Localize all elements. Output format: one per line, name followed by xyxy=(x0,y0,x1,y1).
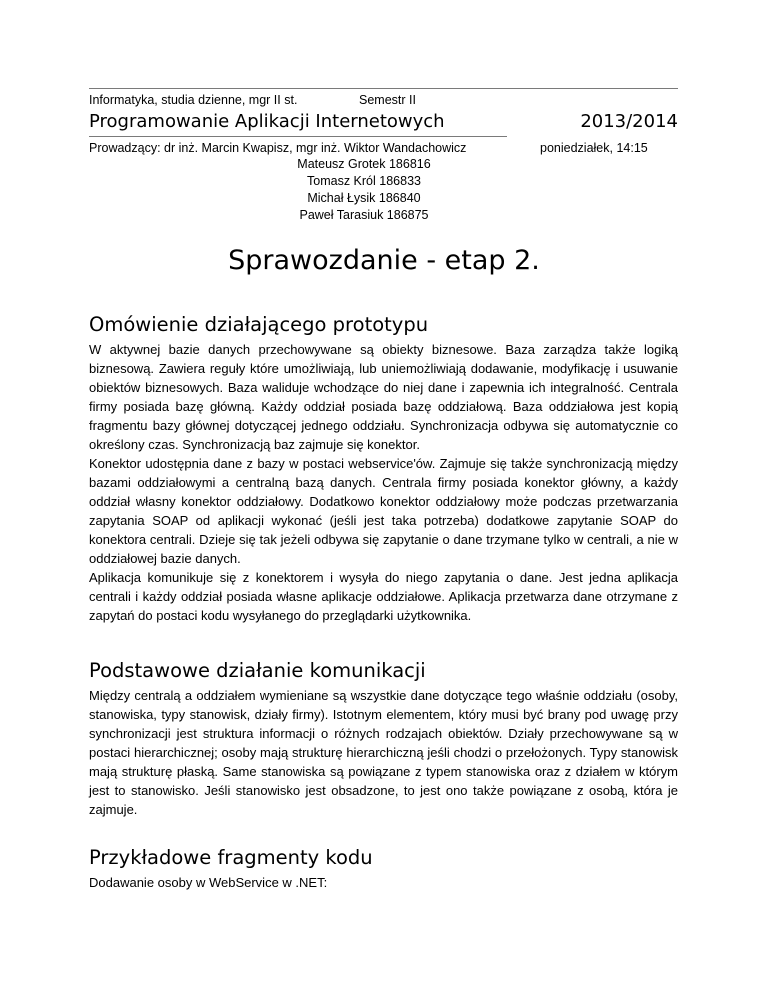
paragraph: Konektor udostępnia dane z bazy w postaci webservice'ów. Zajmuje się także synchronizacją między bazami oddziałowymi a centralną bazą danych. Centrala firmy posiada konektor główny, a każdy oddział własny konektor oddziałowy. Dodatkowo konektor oddziałowy może podczas przetwarzania zapytania SOAP od aplikacji wykonać (jeśli jest taka potrzeba) dodatkowe zapytanie SOAP do konektora centrali. Dzieje się tak jeżeli odbywa się zapytanie o dane trzymane tylko w centrali, a nie w oddziałowej bazie danych. xyxy=(89,456,678,566)
section-heading-communication: Podstawowe działanie komunikacji xyxy=(89,659,426,682)
course-info: Informatyka, studia dzienne, mgr II st. xyxy=(89,93,298,107)
author-line: Paweł Tarasiuk 186875 xyxy=(299,208,429,222)
academic-year: 2013/2014 xyxy=(580,111,678,132)
paragraph: Aplikacja komunikuje się z konektorem i wysyła do niego zapytania o dane. Jest jedna aplikacja centrali i każdy oddział posiada własne aplikacje oddziałowe. Aplikacja przetwarza dane otrzymane z zapytań do postaci kodu wysyłanego do przeglądarki użytkownika. xyxy=(89,570,678,623)
schedule-line: poniedziałek, 14:15 xyxy=(540,141,648,155)
author-line: Tomasz Król 186833 xyxy=(307,174,421,188)
lecturers-line: Prowadzący: dr inż. Marcin Kwapisz, mgr inż. Wiktor Wandachowicz xyxy=(89,141,467,155)
section-heading-code: Przykładowe fragmenty kodu xyxy=(89,846,373,869)
section-body-prototype xyxy=(89,340,678,625)
author-line: Michał Łysik 186840 xyxy=(307,191,421,205)
semester-info: Semestr II xyxy=(359,93,416,107)
author-line: Mateusz Grotek 186816 xyxy=(297,157,431,171)
section-heading-prototype: Omówienie działającego prototypu xyxy=(89,313,429,336)
paragraph: Między centralą a oddziałem wymieniane są wszystkie dane dotyczące tego właśnie oddziału (osoby, stanowiska, typy stanowisk, działy firmy). Istotnym elementem, który musi być brany pod uwagę przy synchronizacji jest struktura informacji o różnych rodzajach obiektów. Działy przechowywane są w postaci hierarchicznej; osoby mają strukturę hierarchiczną jeśli chodzi o przełożonych. Typy stanowisk mają strukturę płaską. Same stanowiska są powiązane z typem stanowiska oraz z działem w którym jest to stanowisko. Jeśli stanowisko jest obsadzone, to jest ono także powiązane z osobą, która je zajmuje. xyxy=(89,688,678,817)
section-body-communication xyxy=(89,686,678,819)
paragraph: Dodawanie osoby w WebService w .NET: xyxy=(89,875,328,890)
top-rule xyxy=(89,88,678,89)
header-rule xyxy=(89,136,507,137)
section-body-code xyxy=(89,873,678,892)
paragraph: W aktywnej bazie danych przechowywane są obiekty biznesowe. Baza zarządza także logiką biznesową. Zawiera reguły które umożliwiają, lub uniemożliwiają dodawanie, modyfikację i usuwanie obiektów biznesowych. Baza waliduje wchodzące do niej dane i zapewnia ich integralność. Centrala firmy posiada bazę główną. Każdy oddział posiada bazę oddziałową. Baza oddziałowa jest kopią fragmentu bazy głównej dotyczącej jednego oddziału. Synchronizacja odbywa się automatycznie co określony czas. Synchronizacją baz zajmuje się konektor. xyxy=(89,342,678,452)
document-title: Sprawozdanie - etap 2. xyxy=(228,245,540,276)
authors-list xyxy=(89,156,639,224)
subject-title: Programowanie Aplikacji Internetowych xyxy=(89,111,445,132)
